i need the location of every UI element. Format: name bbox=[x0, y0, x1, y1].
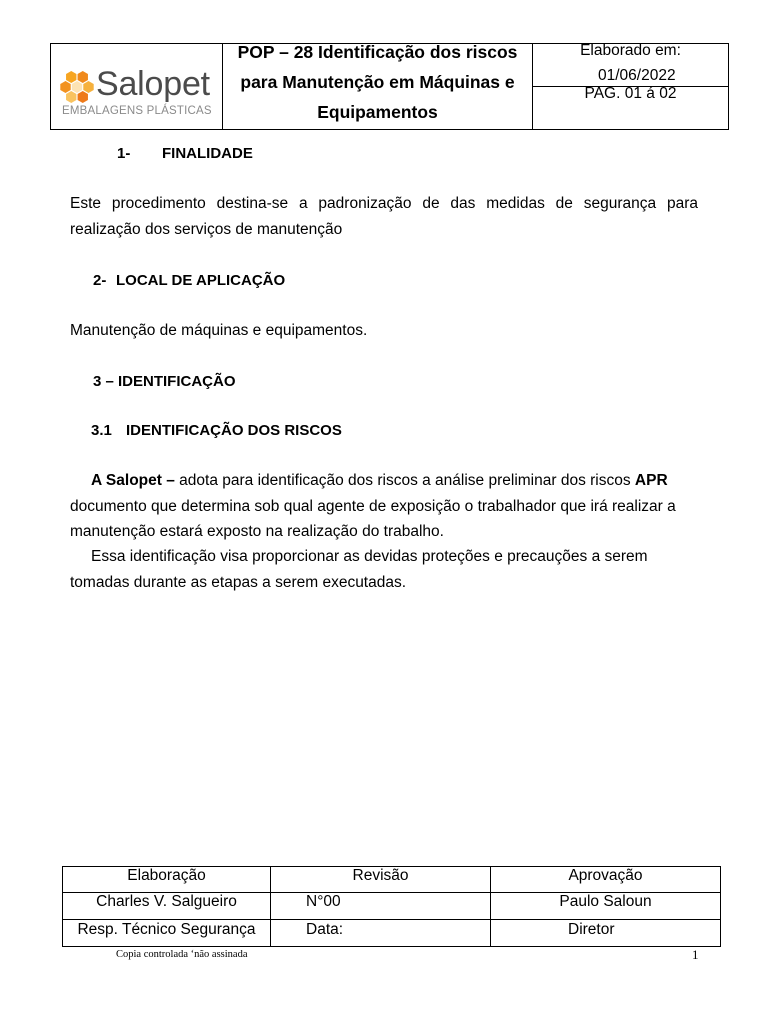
approval-header-row bbox=[63, 867, 721, 893]
date-cell bbox=[532, 43, 729, 87]
section-3-heading: 3 – IDENTIFICAÇÃO bbox=[93, 373, 236, 390]
author-name: Charles V. Salgueiro bbox=[63, 893, 271, 920]
logo-hexagon bbox=[66, 91, 76, 103]
header-aprovacao: Aprovação bbox=[491, 867, 721, 893]
elaborated-date: 01/06/2022 bbox=[598, 67, 676, 84]
page-cell bbox=[532, 86, 729, 130]
approval-names-row bbox=[63, 893, 721, 920]
copy-control-note: Copia controlada ‘não assinada bbox=[116, 949, 248, 960]
section-title: IDENTIFICAÇÃO DOS RISCOS bbox=[126, 422, 342, 439]
logo-hexagon bbox=[60, 81, 70, 93]
page-indicator: PAG. 01 á 02 bbox=[584, 85, 677, 102]
approval-roles-row bbox=[63, 920, 721, 947]
page-number: 1 bbox=[692, 947, 699, 962]
paragraph-line: Essa identificação visa proporcionar as devidas proteções e precauções a serem bbox=[91, 548, 648, 565]
document-title bbox=[223, 37, 532, 127]
section-number: 1- bbox=[117, 145, 131, 162]
revision-date-label: Data: bbox=[271, 920, 491, 947]
paragraph-line: tomadas durante as etapas a serem executadas. bbox=[70, 573, 407, 591]
hexagon-cluster-icon bbox=[60, 69, 94, 105]
logo-hexagon bbox=[78, 71, 88, 83]
logo-hexagon bbox=[66, 71, 76, 83]
paragraph-line: manutenção estará exposto na realização do trabalho. bbox=[70, 523, 444, 540]
paragraph-line: Este procedimento destina-se a padronização de das medidas de segurança para bbox=[70, 195, 698, 212]
approver-role: Diretor bbox=[491, 920, 721, 947]
approval-table bbox=[62, 866, 721, 947]
section-2-text: Manutenção de máquinas e equipamentos. bbox=[70, 322, 368, 339]
section-3-1-heading bbox=[0, 418, 768, 444]
logo-tagline: EMBALAGENS PLÁSTICAS bbox=[62, 105, 212, 117]
paragraph-text: adota para identificação dos riscos a análise preliminar dos riscos bbox=[179, 472, 631, 489]
section-title: LOCAL DE APLICAÇÃO bbox=[116, 272, 286, 289]
section-2-heading bbox=[0, 268, 768, 294]
header-revisao: Revisão bbox=[271, 867, 491, 893]
section-1-paragraph bbox=[70, 191, 698, 242]
paragraph-line bbox=[70, 468, 698, 494]
paragraph-line: documento que determina sob qual agente de exposição o trabalhador que irá realizar a bbox=[70, 497, 676, 515]
elaborated-label: Elaborado em: bbox=[580, 42, 681, 59]
header-elaboracao: Elaboração bbox=[63, 867, 271, 893]
section-number: 3.1 bbox=[91, 422, 112, 439]
section-3-1-paragraph-2 bbox=[70, 544, 698, 595]
title-line: para Manutenção em Máquinas e bbox=[240, 72, 515, 92]
logo-hexagon bbox=[83, 81, 93, 93]
company-lead: A Salopet – bbox=[91, 472, 175, 489]
title-cell bbox=[222, 43, 533, 130]
section-3-1-paragraph-1 bbox=[70, 468, 698, 545]
revision-number: N°00 bbox=[271, 893, 491, 920]
logo-brand-name: Salopet bbox=[96, 65, 210, 103]
logo-cell bbox=[50, 43, 223, 130]
title-line: Equipamentos bbox=[317, 102, 438, 122]
header-table bbox=[50, 43, 729, 130]
author-role: Resp. Técnico Segurança bbox=[63, 920, 271, 947]
logo-hexagon bbox=[78, 91, 88, 103]
paragraph-line: realização dos serviços de manutenção bbox=[70, 220, 343, 238]
approver-name: Paulo Saloun bbox=[491, 893, 721, 920]
apr-term: APR bbox=[634, 472, 668, 489]
section-title: FINALIDADE bbox=[162, 145, 253, 162]
section-1-heading bbox=[0, 141, 768, 167]
title-line: POP – 28 Identificação dos riscos bbox=[237, 42, 518, 62]
section-number: 2- bbox=[93, 272, 107, 289]
logo-hexagon bbox=[72, 81, 82, 93]
